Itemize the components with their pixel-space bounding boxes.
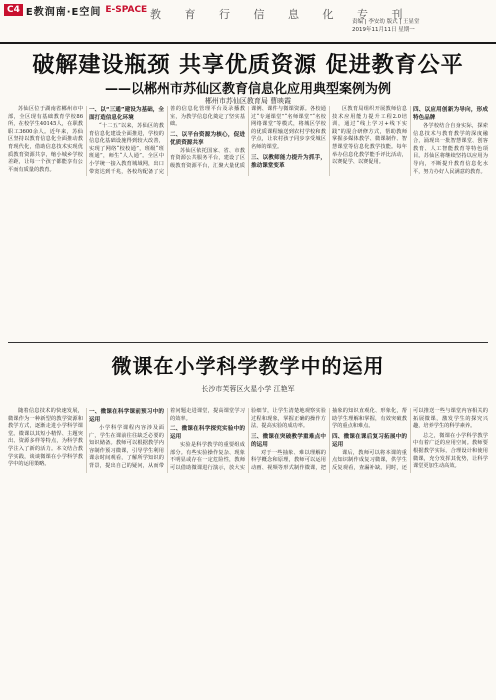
article2-headline: 微课在小学科学教学中的运用 [111,354,385,378]
article1-paragraph: 区教育局组织开展教师信息技术应用能力提升工程2.0培训，通过“线上学习+线下实践”的混合研修方式，帮助教师掌握多媒体教学、微课制作、智慧课堂等信息化教学技能。每年举办信息化教学能手评比活动，以赛促学、以赛促用。 [332,106,407,166]
article1-section-heading: 二、以平台资源为核心，促进优质资源共享 [170,131,245,146]
article1-body [8,106,488,336]
article1-section-heading: 三、以教师能力提升为抓手，推动课堂变革 [251,154,326,169]
article2-byline: 长沙市芙蓉区火星小学 江艳军 [201,385,295,393]
article2-paragraph: 对于一些抽象、难以理解的科学概念和原理，教师可以运用动画、视频等形式制作微课，把抽象的知识直观化、形象化，帮助学生理解和掌握，有效突破教学的重点和难点。 [251,408,407,471]
masthead-meta [352,18,492,34]
editor-credit: 责编 | 李安幼 版式 | 王显堂 [352,19,420,25]
article2-paragraph: 实验是科学教学的重要组成部分。有些实验操作复杂、现象不明显或存在一定危险性，教师可以借助微课进行演示，放大实验细节，让学生清楚地观察实验过程和现象，掌握正确的操作方法，提高实验的成功率。 [170,408,326,471]
article1-paragraph: 各学校结合自身实际，探索信息技术与教育教学的深度融合，涌现出一批智慧课堂、创客教育、人工智能教育等特色项目。苏仙区将继续坚持以应用为导向，不断提升教育信息化水平，努力办好人民满意的教育。 [413,123,488,175]
article2-section-heading: 四、微课在课后复习拓展中的运用 [332,433,407,448]
section-en: E-SPACE [105,5,148,15]
article2-body [8,408,488,696]
section-name: E教润南·E空间 [25,6,102,18]
article1-section-heading: 四、以应用创新为导向，形成特色品牌 [413,107,488,121]
article2-paragraph: 小学科学课程内容涉及面广，学生在课前往往缺乏必要的知识储备。教师可以根据教学内容制作预习微课，引导学生利用课余时间观看，了解所学知识的背景，提出自己的疑问，从而带着问题走进课堂，提高课堂学习的效率。 [89,408,245,469]
article2-section-heading: 三、微课在突破教学重难点中的运用 [251,433,326,448]
article2-section-heading: 二、微课在科学探究实验中的运用 [170,426,245,441]
masthead [0,0,496,44]
article1-headline: 破解建设瓶颈 共享优质资源 促进教育公平 [32,53,464,78]
article1-paragraph: 苏仙区位于湖南省郴州市中部，全区现有基础教育学校86所，在校学生40145人，在职教职工3600余人。近年来，苏仙区坚持以教育信息化全面推动教育现代化，借助信息技术实现优质教育资源共享，缩小城乡学校差距，让每一个孩子都能享有公平而有质量的教育。 [8,106,83,173]
article-divider [8,342,488,343]
article1-section-heading: 一、以“三通”建设为基础，全面打造信息化环境 [89,107,164,121]
masthead-title: 教 育 行 信 息 化 专 刊 [150,8,413,21]
article1-byline: 郴州市苏仙区教育局 曹映霞 [204,97,292,105]
article1-paragraph: “十二五”以来，苏仙区的教育信息化建设全面推进，学校的信息化基础设施得到较大改善，实现了网络“校校通”，班级“班班通”，师生“人人通”。全区中小学统一接入教育城域网，出口带宽达到千兆，各校均配备了完善的信息化管理平台及录播教室，为教学信息化奠定了坚实基础。 [89,106,245,175]
article2-paragraph: 课后，教师可以将本课的重点知识制作成复习微课，供学生反复观看，查漏补缺。同时，还可以推送一些与课堂内容相关的拓展微课，激发学生的探究兴趣，培养学生的科学素养。 [332,408,488,471]
article2-section-heading: 一、微课在科学课前预习中的运用 [89,409,164,423]
section-badge [4,2,147,18]
article2-paragraph: 随着信息技术的快速发展，微课作为一种新型的教学资源和教学方式，逐渐走进小学科学课堂。微课以其短小精悍、主题突出、资源多样等特点，为科学教学注入了新的活力。本文结合教学实践，谈谈微课在小学科学教学中的运用策略。 [8,408,83,468]
issue-date: 2019年11月11日 星期一 [352,27,415,33]
page-number: C4 [4,4,23,16]
article1-paragraph: 苏仙区依托国家、省、市教育资源公共服务平台，建设了区级教育资源平台，汇聚大量优质课例、课件与微课资源。各校通过“专递课堂”“名师课堂”“名校网络课堂”等模式，将城区学校的优质课程输送到农村学校和教学点，让农村孩子同步享受城区名师的课堂。 [170,106,326,169]
article2-paragraph: 总之，微课在小学科学教学中有着广泛的应用空间。教师要根据教学实际，合理设计和使用微课，充分发挥其优势，让科学课堂更加生动高效。 [413,432,488,470]
article1-subhead: ——以郴州市苏仙区教育信息化应用典型案例为例 [104,82,391,97]
